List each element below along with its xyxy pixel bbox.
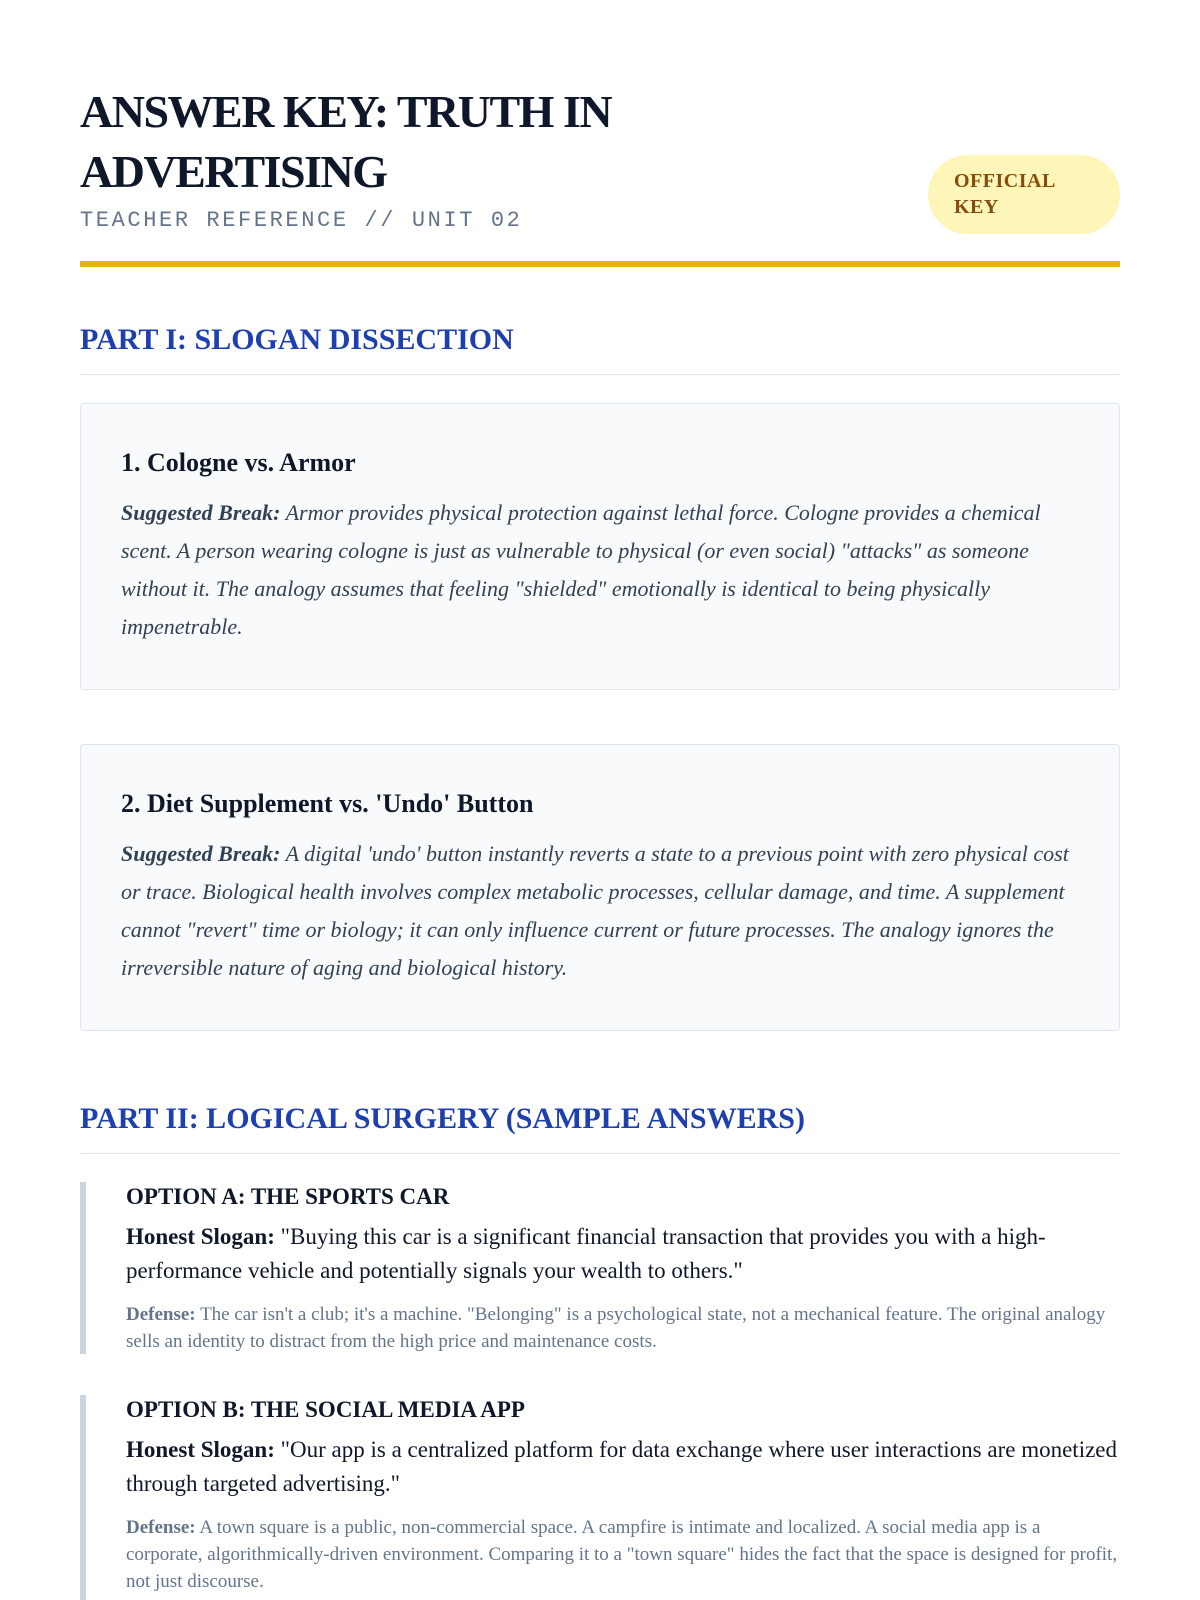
card-body (121, 835, 1079, 987)
slogan-card-2 (80, 744, 1120, 1031)
section-title-part-1: PART I: SLOGAN DISSECTION (80, 323, 1120, 375)
page-title: ANSWER KEY: TRUTH IN ADVERTISING (80, 86, 612, 197)
option-title: OPTION B: THE SOCIAL MEDIA APP (126, 1397, 525, 1422)
suggested-break-label: Suggested Break: (121, 500, 281, 525)
honest-slogan (126, 1220, 1120, 1288)
option-title: OPTION A: THE SPORTS CAR (126, 1184, 450, 1209)
card-title: 1. Cologne vs. Armor (121, 448, 356, 477)
honest-slogan-text: "Our app is a centralized platform for data exchange where user interactions are monetized through targeted advertising." (126, 1437, 1118, 1496)
header-divider (80, 261, 1120, 267)
card-body-text: A digital 'undo' button instantly reverts a state to a previous point with zero physical cost or trace. Biological health involves complex metabolic processes, cellular damage, and time. A supplement cannot "revert" time or biology; it can only influence current or future processes. The analogy ignores the irreversible nature of aging and biological history. (121, 841, 1069, 980)
official-key-badge: OFFICIAL KEY (928, 155, 1120, 234)
defense-label: Defense: (126, 1304, 196, 1325)
honest-slogan-label: Honest Slogan: (126, 1437, 275, 1462)
defense-text: A town square is a public, non-commercial space. A campfire is intimate and localized. A social media app is a corporate, algorithmically-driven environment. Comparing it to a "town square" hides the fact that the space is designed for profit, not just discourse. (126, 1517, 1118, 1592)
page-subtitle: TEACHER REFERENCE // UNIT 02 (80, 208, 523, 233)
defense (126, 1514, 1120, 1595)
defense-label: Defense: (126, 1517, 196, 1538)
honest-slogan-text: "Buying this car is a significant financial transaction that provides you with a high-performance vehicle and potentially signals your wealth to others." (126, 1224, 1046, 1283)
card-title: 2. Diet Supplement vs. 'Undo' Button (121, 789, 534, 818)
answer-key-page (80, 0, 1120, 1592)
card-body-text: Armor provides physical protection against lethal force. Cologne provides a chemical scent. A person wearing cologne is just as vulnerable to physical (or even social) "attacks" as someone without it. The analogy assumes that feeling "shielded" emotionally is identical to being physically impenetrable. (121, 500, 1041, 639)
honest-slogan-label: Honest Slogan: (126, 1224, 275, 1249)
option-a (80, 1182, 1120, 1354)
suggested-break-label: Suggested Break: (121, 841, 281, 866)
option-b (80, 1395, 1120, 1600)
defense-text: The car isn't a club; it's a machine. "Belonging" is a psychological state, not a mechanical feature. The original analogy sells an identity to distract from the high price and maintenance costs. (126, 1304, 1106, 1352)
defense (126, 1301, 1120, 1355)
card-body (121, 494, 1079, 646)
honest-slogan (126, 1433, 1120, 1501)
section-title-part-2: PART II: LOGICAL SURGERY (SAMPLE ANSWERS) (80, 1102, 1120, 1154)
slogan-card-1 (80, 403, 1120, 690)
